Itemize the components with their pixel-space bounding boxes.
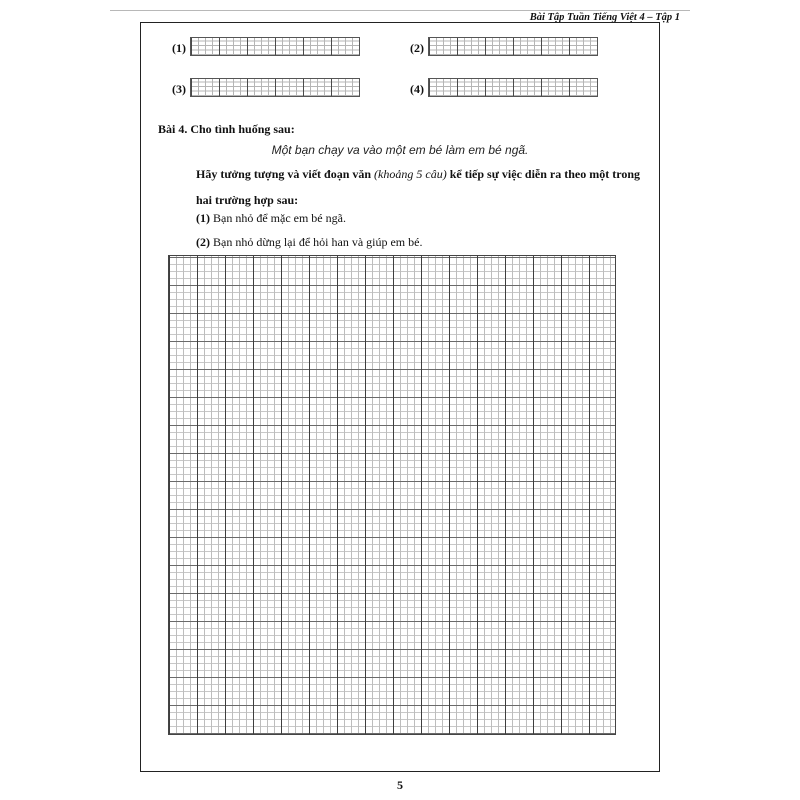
book-title: Bài Tập Tuần Tiếng Việt 4 – Tập 1	[529, 12, 680, 23]
writing-line-label-2: (2)	[410, 41, 424, 55]
option-2	[196, 235, 422, 250]
option-text: Bạn nhỏ dừng lại để hỏi han và giúp em bé.	[213, 235, 423, 249]
option-number: (1)	[196, 211, 210, 225]
header-rule	[110, 10, 690, 11]
option-1	[196, 211, 346, 226]
situation-text: Một bạn chạy va vào một em bé làm em bé ngã.	[271, 143, 529, 157]
writing-line-label-3: (3)	[172, 82, 186, 96]
exercise-title: Bài 4. Cho tình huống sau:	[158, 122, 295, 136]
instruction-text-start: Hãy tưởng tượng và viết đoạn văn	[196, 167, 372, 181]
writing-line-4[interactable]	[428, 78, 598, 97]
option-text: Bạn nhỏ để mặc em bé ngã.	[213, 211, 346, 225]
exercise-instruction	[196, 161, 656, 213]
instruction-note: (khoảng 5 câu)	[374, 167, 447, 181]
instruction-text-end: kể tiếp sự việc diễn ra theo một trong hai trường hợp sau:	[196, 167, 640, 207]
handwriting-grid[interactable]	[168, 255, 616, 735]
writing-line-label-1: (1)	[172, 41, 186, 55]
writing-line-label-4: (4)	[410, 82, 424, 96]
writing-line-2[interactable]	[428, 37, 598, 56]
writing-line-1[interactable]	[190, 37, 360, 56]
writing-line-3[interactable]	[190, 78, 360, 97]
page-number: 5	[397, 778, 403, 792]
option-number: (2)	[196, 235, 210, 249]
